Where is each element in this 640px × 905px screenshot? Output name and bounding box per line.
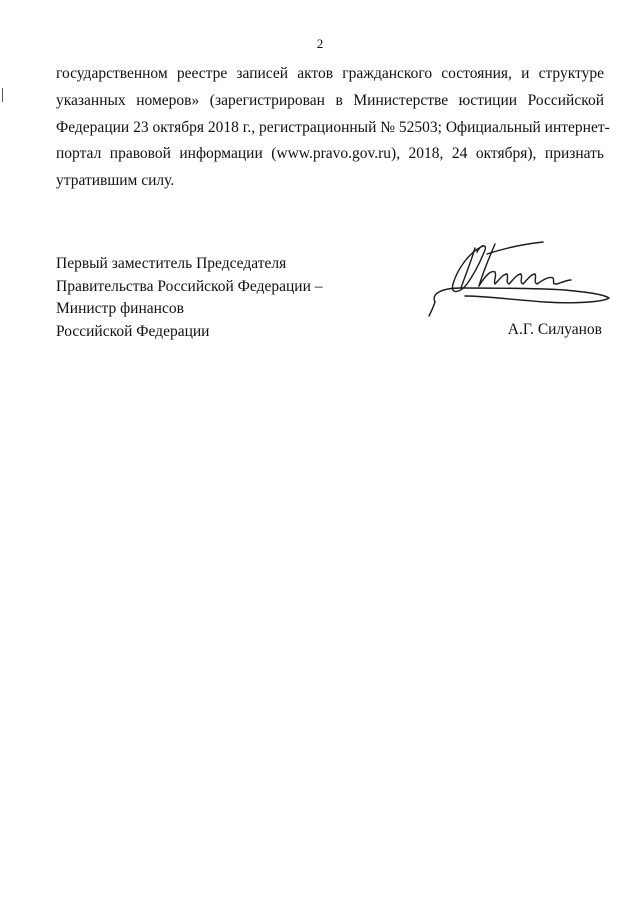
signatory-title-line: Первый заместитель Председателя xyxy=(56,255,287,272)
signatory-title xyxy=(56,253,323,343)
signatory-title-line: Российской Федерации xyxy=(56,322,210,340)
signatory-title-line: Министр финансов xyxy=(56,300,184,317)
body-paragraph xyxy=(56,61,610,195)
body-line: указанных номеров» (зарегистрирован в Министерстве юстиции Российской xyxy=(56,91,604,109)
signatory-title-line: Правительства Российской Федерации – xyxy=(56,277,323,295)
margin-mark xyxy=(2,88,3,102)
signer-name: А.Г. Силуанов xyxy=(507,321,602,338)
body-line: портал правовой информации (www.pravo.gov.ru), 2018, 24 октября), признать xyxy=(56,145,604,163)
page-number: 2 xyxy=(316,36,324,51)
handwritten-signature xyxy=(425,240,615,318)
body-line: утратившим силу. xyxy=(56,172,175,190)
body-line: государственном реестре записей актов гражданского состояния, и структуре xyxy=(56,65,604,82)
body-line: Федерации 23 октября 2018 г., регистрационный № 52503; Официальный интернет- xyxy=(56,118,610,136)
